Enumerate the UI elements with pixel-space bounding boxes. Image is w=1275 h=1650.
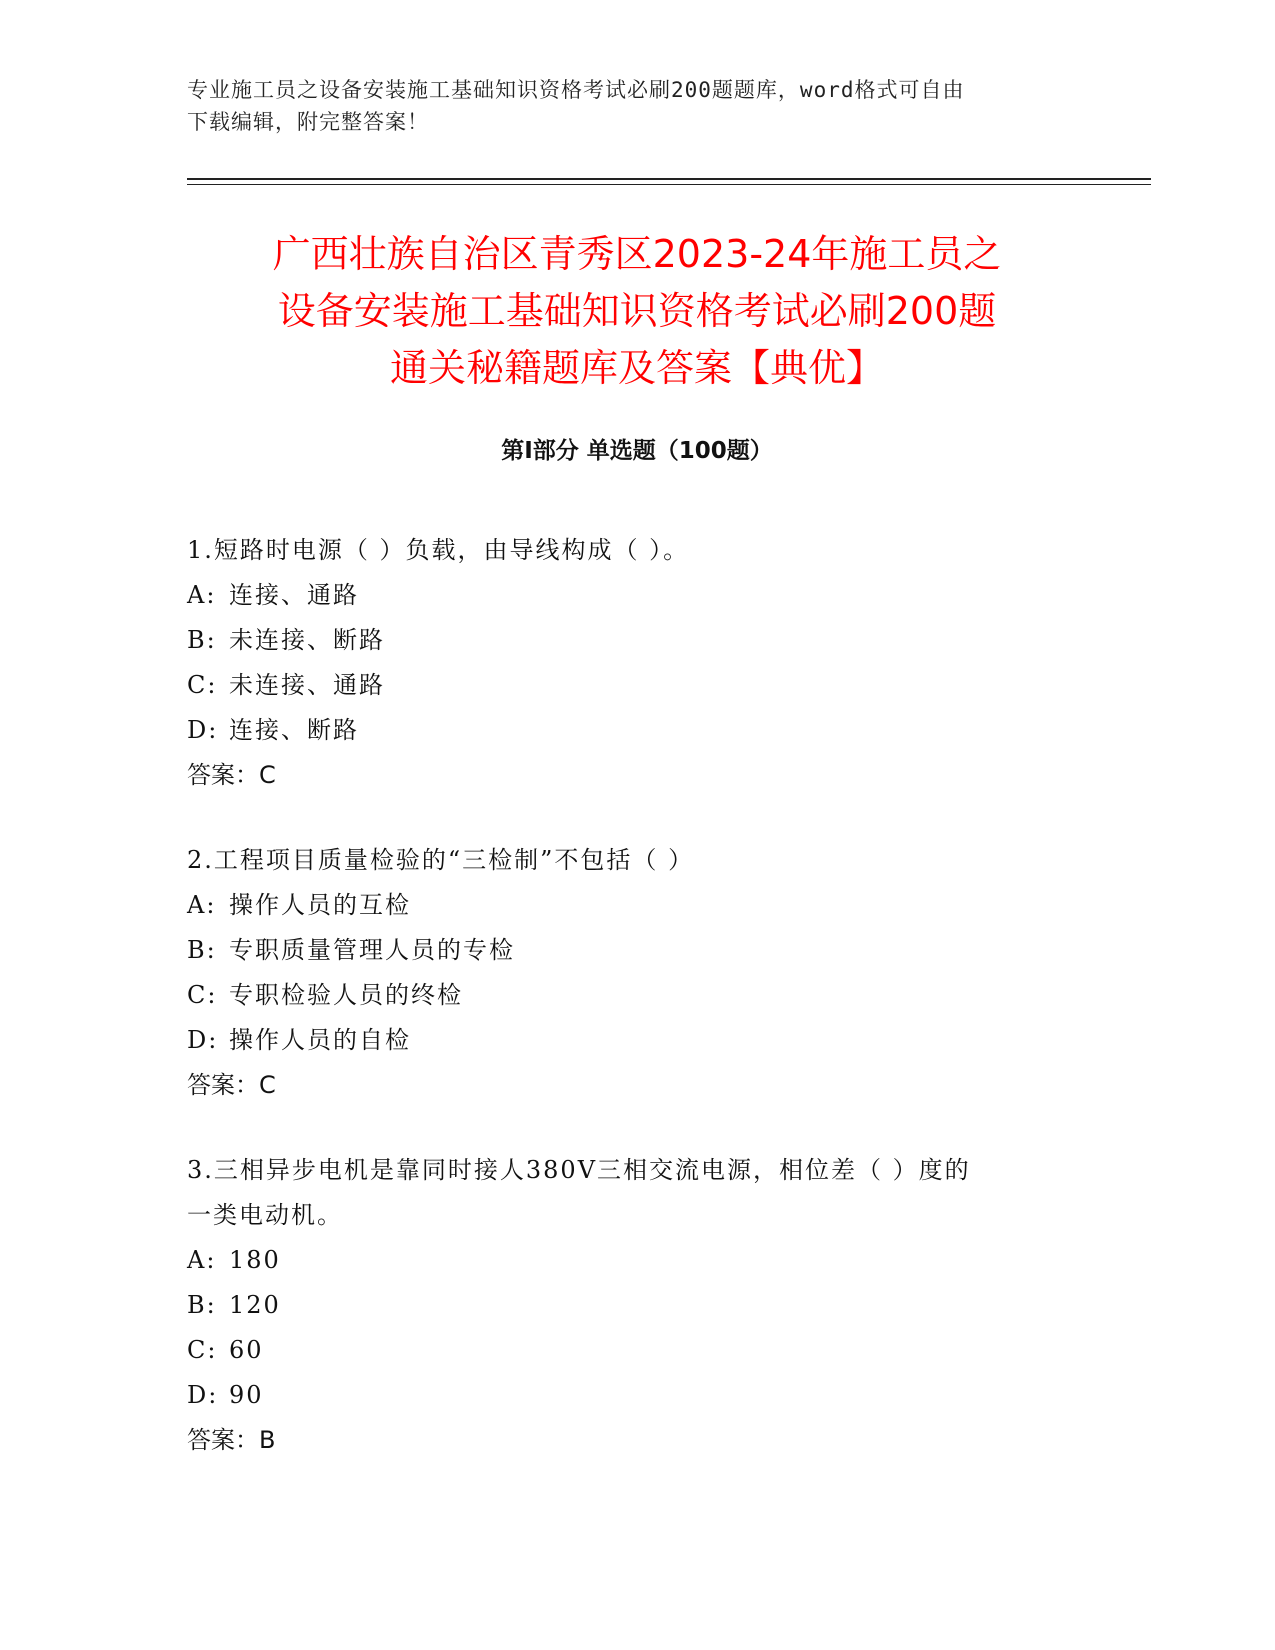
question-stem: 2.工程项目质量检验的“三检制”不包括（ ） [187, 846, 695, 874]
option-key: B: [187, 1291, 217, 1319]
option-b [187, 928, 1067, 973]
option-a [187, 573, 1067, 618]
option-c [187, 663, 1067, 708]
header-note-line: 下载编辑，附完整答案！ [187, 110, 429, 134]
option-key: D: [187, 716, 219, 744]
question-2 [187, 838, 1067, 1108]
option-key: B: [187, 626, 217, 654]
option-text: 专职检验人员的终检 [229, 981, 463, 1009]
option-d [187, 1373, 1067, 1418]
option-key: B: [187, 936, 217, 964]
question-list [187, 528, 1067, 1503]
document-title [187, 226, 1087, 397]
option-key: A: [187, 581, 217, 609]
option-text: 180 [229, 1246, 281, 1274]
option-key: D: [187, 1381, 219, 1409]
option-key: A: [187, 1246, 217, 1274]
header-divider [187, 178, 1151, 180]
question-3 [187, 1148, 1067, 1463]
option-key: C: [187, 981, 218, 1009]
answer-line: 答案：B [187, 1426, 276, 1454]
option-text: 专职质量管理人员的专检 [229, 936, 515, 964]
option-key: C: [187, 671, 218, 699]
title-line: 通关秘籍题库及答案【典优】 [389, 346, 884, 390]
option-d [187, 1018, 1067, 1063]
option-key: A: [187, 891, 217, 919]
option-c [187, 1328, 1067, 1373]
question-1 [187, 528, 1067, 798]
option-c [187, 973, 1067, 1018]
section-heading: 第Ⅰ部分 单选题（100题） [501, 438, 773, 464]
option-text: 90 [229, 1381, 264, 1409]
option-b [187, 618, 1067, 663]
option-key: C: [187, 1336, 218, 1364]
option-text: 60 [229, 1336, 264, 1364]
header-note-line: 专业施工员之设备安装施工基础知识资格考试必刷200题题库，word格式可自由 [187, 78, 965, 102]
question-stem: 1.短路时电源（ ）负载，由导线构成（ ）。 [187, 536, 690, 564]
option-text: 未连接、断路 [229, 626, 385, 654]
option-b [187, 1283, 1067, 1328]
option-a [187, 1238, 1067, 1283]
title-line: 广西壮族自治区青秀区2023-24年施工员之 [272, 232, 1002, 276]
header-note [187, 74, 1087, 138]
answer-line: 答案：C [187, 1071, 276, 1099]
option-text: 操作人员的互检 [229, 891, 411, 919]
answer-line: 答案：C [187, 761, 276, 789]
option-text: 连接、断路 [229, 716, 359, 744]
question-stem-continued: 一类电动机。 [187, 1201, 343, 1229]
option-text: 操作人员的自检 [229, 1026, 411, 1054]
option-text: 连接、通路 [229, 581, 359, 609]
header-divider [187, 184, 1151, 185]
option-key: D: [187, 1026, 219, 1054]
option-d [187, 708, 1067, 753]
option-text: 120 [229, 1291, 281, 1319]
option-a [187, 883, 1067, 928]
option-text: 未连接、通路 [229, 671, 385, 699]
question-stem: 3.三相异步电机是靠同时接人380V三相交流电源，相位差（ ）度的 [187, 1156, 971, 1184]
title-line: 设备安装施工基础知识资格考试必刷200题 [277, 289, 997, 333]
